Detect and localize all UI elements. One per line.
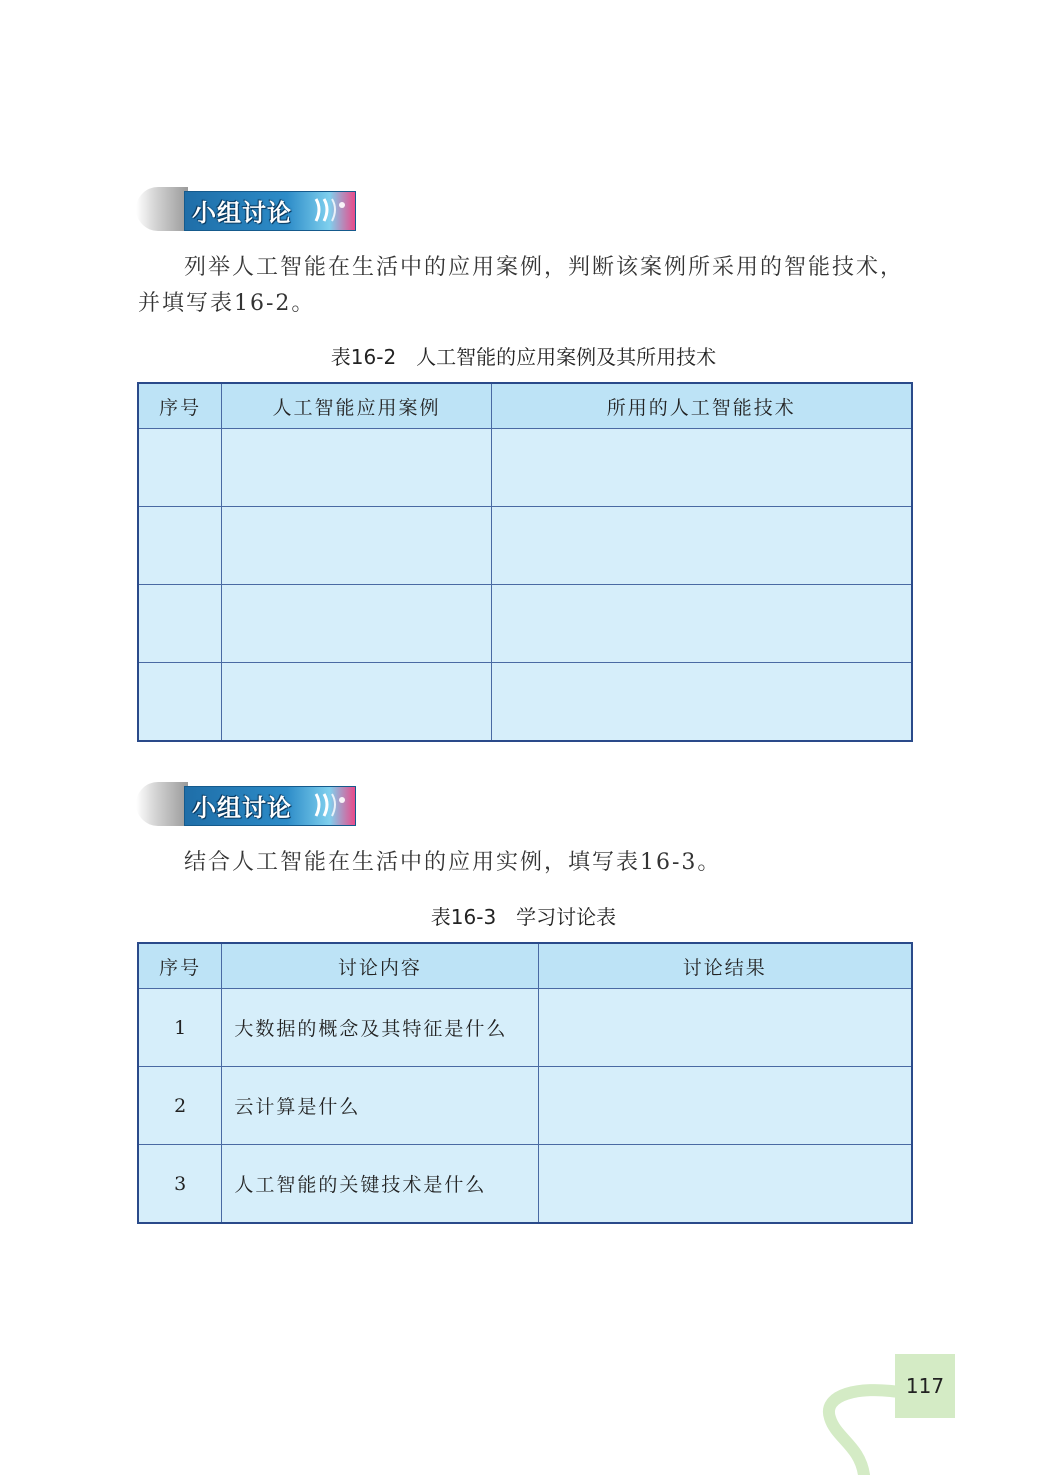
- header-case: 人工智能应用案例: [222, 383, 491, 429]
- header-index: 序号: [138, 383, 222, 429]
- blank-cell[interactable]: [138, 507, 222, 585]
- table-row: [138, 1145, 912, 1224]
- page-swoosh-decoration: [820, 1380, 900, 1475]
- discussion-topic: 云计算是什么: [222, 1067, 538, 1145]
- blank-cell[interactable]: [491, 663, 912, 742]
- paragraph-line-2: 并填写表16-2。: [138, 291, 316, 316]
- table-row: [138, 663, 912, 742]
- page-number: 117: [905, 1374, 945, 1398]
- blank-cell[interactable]: [222, 585, 491, 663]
- badge-fade-decoration: [136, 187, 188, 231]
- blank-cell[interactable]: [491, 585, 912, 663]
- row-number: 2: [138, 1067, 222, 1145]
- paragraph-text: 结合人工智能在生活中的应用实例，填写表16-3。: [184, 850, 722, 875]
- header-result: 讨论结果: [538, 943, 912, 989]
- paragraph-line-1: 列举人工智能在生活中的应用案例，判断该案例所采用的智能技术，: [184, 255, 905, 280]
- table-header-row: [138, 383, 912, 429]
- discussion-topic: 人工智能的关键技术是什么: [222, 1145, 538, 1224]
- result-cell[interactable]: [538, 1067, 912, 1145]
- table-16-2: [137, 382, 913, 742]
- header-topic: 讨论内容: [222, 943, 538, 989]
- table-caption-16-2: 表16-2 人工智能的应用案例及其所用技术: [330, 345, 717, 369]
- row-number: 1: [138, 989, 222, 1067]
- blank-cell[interactable]: [138, 663, 222, 742]
- result-cell[interactable]: [538, 989, 912, 1067]
- table-row: [138, 585, 912, 663]
- badge-label: 小组讨论: [192, 794, 292, 822]
- table-16-3: [137, 942, 913, 1224]
- blank-cell[interactable]: [222, 663, 491, 742]
- badge-label: 小组讨论: [192, 199, 292, 227]
- table-row: [138, 507, 912, 585]
- blank-cell[interactable]: [138, 429, 222, 507]
- discussion-topic: 大数据的概念及其特征是什么: [222, 989, 538, 1067]
- blank-cell[interactable]: [491, 429, 912, 507]
- header-index: 序号: [138, 943, 222, 989]
- blank-cell[interactable]: [491, 507, 912, 585]
- table-row: [138, 429, 912, 507]
- table-header-row: [138, 943, 912, 989]
- intro-paragraph-2: [138, 845, 918, 881]
- table-caption-16-3: 表16-3 学习讨论表: [430, 905, 617, 929]
- table-row: [138, 989, 912, 1067]
- section-badge-2: [136, 782, 354, 826]
- row-number: 3: [138, 1145, 222, 1224]
- intro-paragraph-1: [138, 250, 918, 322]
- blank-cell[interactable]: [138, 585, 222, 663]
- badge-fade-decoration: [136, 782, 188, 826]
- result-cell[interactable]: [538, 1145, 912, 1224]
- section-badge-1: [136, 187, 354, 231]
- blank-cell[interactable]: [222, 429, 491, 507]
- wave-decoration-icon: [312, 790, 348, 820]
- blank-cell[interactable]: [222, 507, 491, 585]
- table-row: [138, 1067, 912, 1145]
- wave-decoration-icon: [312, 195, 348, 225]
- header-technology: 所用的人工智能技术: [491, 383, 912, 429]
